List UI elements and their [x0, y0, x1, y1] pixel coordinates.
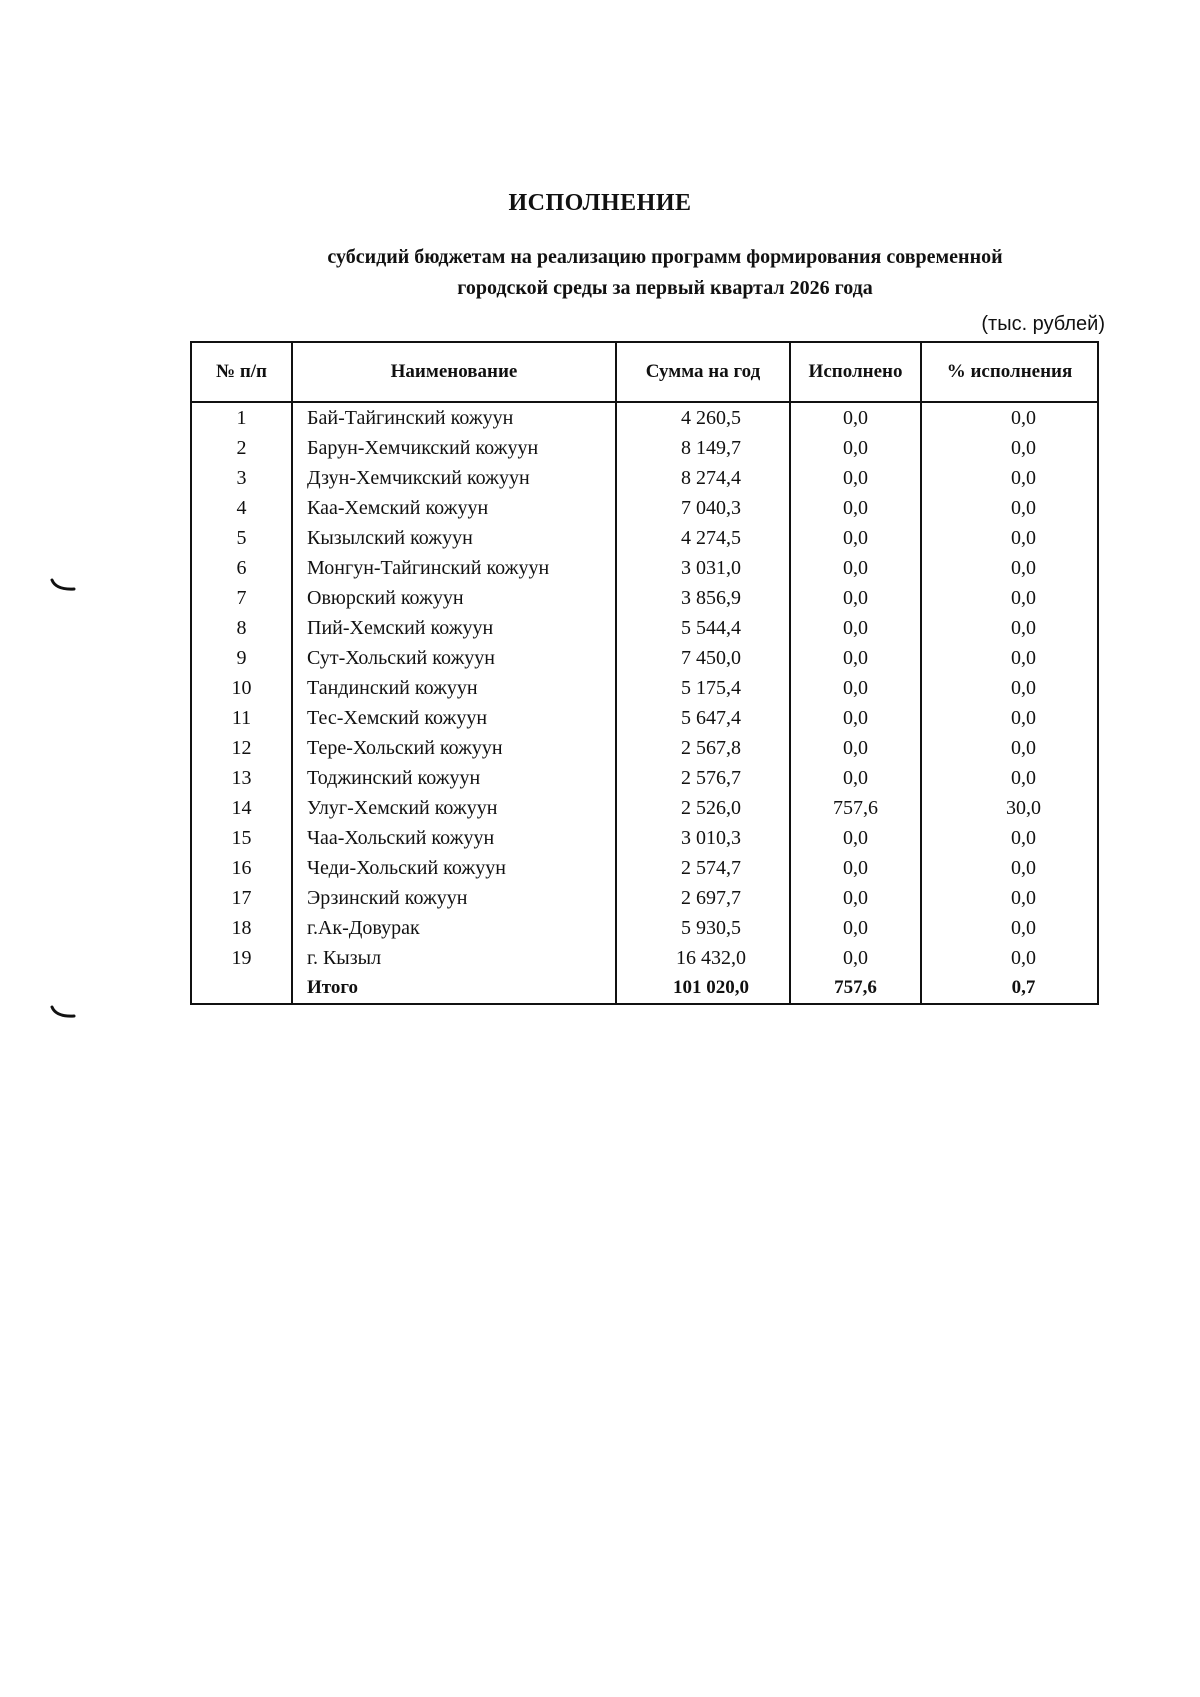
cell-name: Пий-Хемский кожуун — [292, 613, 616, 643]
cell-name: Сут-Хольский кожуун — [292, 643, 616, 673]
total-label: Итого — [292, 973, 616, 1004]
cell-done: 0,0 — [790, 733, 921, 763]
cell-done: 757,6 — [790, 793, 921, 823]
cell-num: 14 — [191, 793, 292, 823]
cell-name: Бай-Тайгинский кожуун — [292, 402, 616, 433]
cell-done: 0,0 — [790, 643, 921, 673]
cell-done: 0,0 — [790, 523, 921, 553]
cell-sum: 4 274,5 — [616, 523, 790, 553]
table-row — [191, 853, 1098, 883]
cell-name: Монгун-Тайгинский кожуун — [292, 553, 616, 583]
cell-pct: 0,0 — [921, 463, 1098, 493]
cell-sum: 5 175,4 — [616, 673, 790, 703]
cell-done: 0,0 — [790, 493, 921, 523]
cell-sum: 3 010,3 — [616, 823, 790, 853]
cell-name: Каа-Хемский кожуун — [292, 493, 616, 523]
table-row — [191, 643, 1098, 673]
cell-pct: 0,0 — [921, 703, 1098, 733]
cell-done: 0,0 — [790, 673, 921, 703]
cell-sum: 8 274,4 — [616, 463, 790, 493]
table-row — [191, 463, 1098, 493]
total-sum: 101 020,0 — [616, 973, 790, 1004]
cell-name: Чеди-Хольский кожуун — [292, 853, 616, 883]
cell-pct: 0,0 — [921, 583, 1098, 613]
cell-pct: 0,0 — [921, 643, 1098, 673]
cell-sum: 7 450,0 — [616, 643, 790, 673]
cell-num: 15 — [191, 823, 292, 853]
cell-name: Улуг-Хемский кожуун — [292, 793, 616, 823]
cell-name: Тоджинский кожуун — [292, 763, 616, 793]
table-row — [191, 493, 1098, 523]
cell-done: 0,0 — [790, 553, 921, 583]
table-row — [191, 913, 1098, 943]
cell-name: Чаа-Хольский кожуун — [292, 823, 616, 853]
header-pct: % исполнения — [921, 342, 1098, 402]
cell-name: Дзун-Хемчикский кожуун — [292, 463, 616, 493]
cell-done: 0,0 — [790, 703, 921, 733]
cell-pct: 0,0 — [921, 673, 1098, 703]
scan-mark-2 — [50, 1005, 76, 1019]
table-row — [191, 943, 1098, 973]
cell-sum: 16 432,0 — [616, 943, 790, 973]
cell-pct: 0,0 — [921, 733, 1098, 763]
cell-num: 11 — [191, 703, 292, 733]
cell-pct: 0,0 — [921, 493, 1098, 523]
cell-num: 17 — [191, 883, 292, 913]
table-row — [191, 523, 1098, 553]
subtitle-line-1: субсидий бюджетам на реализацию программ формирования современной — [327, 246, 1003, 268]
cell-sum: 8 149,7 — [616, 433, 790, 463]
cell-done: 0,0 — [790, 823, 921, 853]
cell-pct: 0,0 — [921, 613, 1098, 643]
cell-pct: 0,0 — [921, 523, 1098, 553]
cell-name: Кызылский кожуун — [292, 523, 616, 553]
cell-pct: 0,0 — [921, 433, 1098, 463]
table-row — [191, 883, 1098, 913]
cell-sum: 2 574,7 — [616, 853, 790, 883]
header-num: № п/п — [191, 342, 292, 402]
cell-done: 0,0 — [790, 433, 921, 463]
table-row — [191, 703, 1098, 733]
cell-name: Овюрский кожуун — [292, 583, 616, 613]
table-row — [191, 402, 1098, 433]
cell-done: 0,0 — [790, 402, 921, 433]
cell-name: Барун-Хемчикский кожуун — [292, 433, 616, 463]
document-title: ИСПОЛНЕНИЕ — [508, 190, 692, 216]
cell-num: 2 — [191, 433, 292, 463]
cell-sum: 3 856,9 — [616, 583, 790, 613]
cell-num: 6 — [191, 553, 292, 583]
header-sum: Сумма на год — [616, 342, 790, 402]
cell-num: 1 — [191, 402, 292, 433]
cell-sum: 2 526,0 — [616, 793, 790, 823]
table-row — [191, 613, 1098, 643]
cell-num: 3 — [191, 463, 292, 493]
scan-mark-1 — [50, 578, 76, 592]
cell-done: 0,0 — [790, 913, 921, 943]
cell-pct: 0,0 — [921, 402, 1098, 433]
header-name: Наименование — [292, 342, 616, 402]
document-subtitle — [230, 242, 1100, 304]
cell-sum: 2 567,8 — [616, 733, 790, 763]
cell-done: 0,0 — [790, 943, 921, 973]
cell-num: 8 — [191, 613, 292, 643]
table-row — [191, 553, 1098, 583]
cell-sum: 7 040,3 — [616, 493, 790, 523]
execution-table — [190, 341, 1099, 1005]
cell-name: Тандинский кожуун — [292, 673, 616, 703]
cell-sum: 5 930,5 — [616, 913, 790, 943]
cell-name: Тере-Хольский кожуун — [292, 733, 616, 763]
cell-pct: 0,0 — [921, 853, 1098, 883]
cell-name: г. Кызыл — [292, 943, 616, 973]
cell-name: Тес-Хемский кожуун — [292, 703, 616, 733]
cell-pct: 0,0 — [921, 823, 1098, 853]
cell-num: 9 — [191, 643, 292, 673]
cell-pct: 0,0 — [921, 763, 1098, 793]
table-row — [191, 673, 1098, 703]
subtitle-line-2: городской среды за первый квартал 2026 года — [457, 277, 873, 299]
cell-done: 0,0 — [790, 463, 921, 493]
header-done: Исполнено — [790, 342, 921, 402]
table-header-row — [191, 342, 1098, 402]
total-pct: 0,7 — [921, 973, 1098, 1004]
cell-name: г.Ак-Довурак — [292, 913, 616, 943]
cell-num: 19 — [191, 943, 292, 973]
table-body — [191, 402, 1098, 1004]
cell-sum: 5 544,4 — [616, 613, 790, 643]
cell-pct: 0,0 — [921, 943, 1098, 973]
cell-pct: 0,0 — [921, 883, 1098, 913]
total-done: 757,6 — [790, 973, 921, 1004]
cell-num: 5 — [191, 523, 292, 553]
table-row — [191, 583, 1098, 613]
table-row — [191, 823, 1098, 853]
cell-done: 0,0 — [790, 613, 921, 643]
cell-sum: 5 647,4 — [616, 703, 790, 733]
table-row — [191, 763, 1098, 793]
cell-pct: 30,0 — [921, 793, 1098, 823]
cell-done: 0,0 — [790, 763, 921, 793]
total-num — [191, 973, 292, 1004]
units-note: (тыс. рублей) — [981, 313, 1105, 335]
cell-num: 13 — [191, 763, 292, 793]
cell-pct: 0,0 — [921, 913, 1098, 943]
cell-num: 16 — [191, 853, 292, 883]
cell-sum: 2 576,7 — [616, 763, 790, 793]
cell-sum: 2 697,7 — [616, 883, 790, 913]
cell-name: Эрзинский кожуун — [292, 883, 616, 913]
table-row — [191, 793, 1098, 823]
cell-done: 0,0 — [790, 583, 921, 613]
cell-num: 4 — [191, 493, 292, 523]
table-row — [191, 433, 1098, 463]
cell-pct: 0,0 — [921, 553, 1098, 583]
table-total-row — [191, 973, 1098, 1004]
cell-done: 0,0 — [790, 883, 921, 913]
cell-done: 0,0 — [790, 853, 921, 883]
cell-num: 7 — [191, 583, 292, 613]
cell-num: 12 — [191, 733, 292, 763]
cell-sum: 4 260,5 — [616, 402, 790, 433]
table-row — [191, 733, 1098, 763]
cell-sum: 3 031,0 — [616, 553, 790, 583]
cell-num: 10 — [191, 673, 292, 703]
cell-num: 18 — [191, 913, 292, 943]
